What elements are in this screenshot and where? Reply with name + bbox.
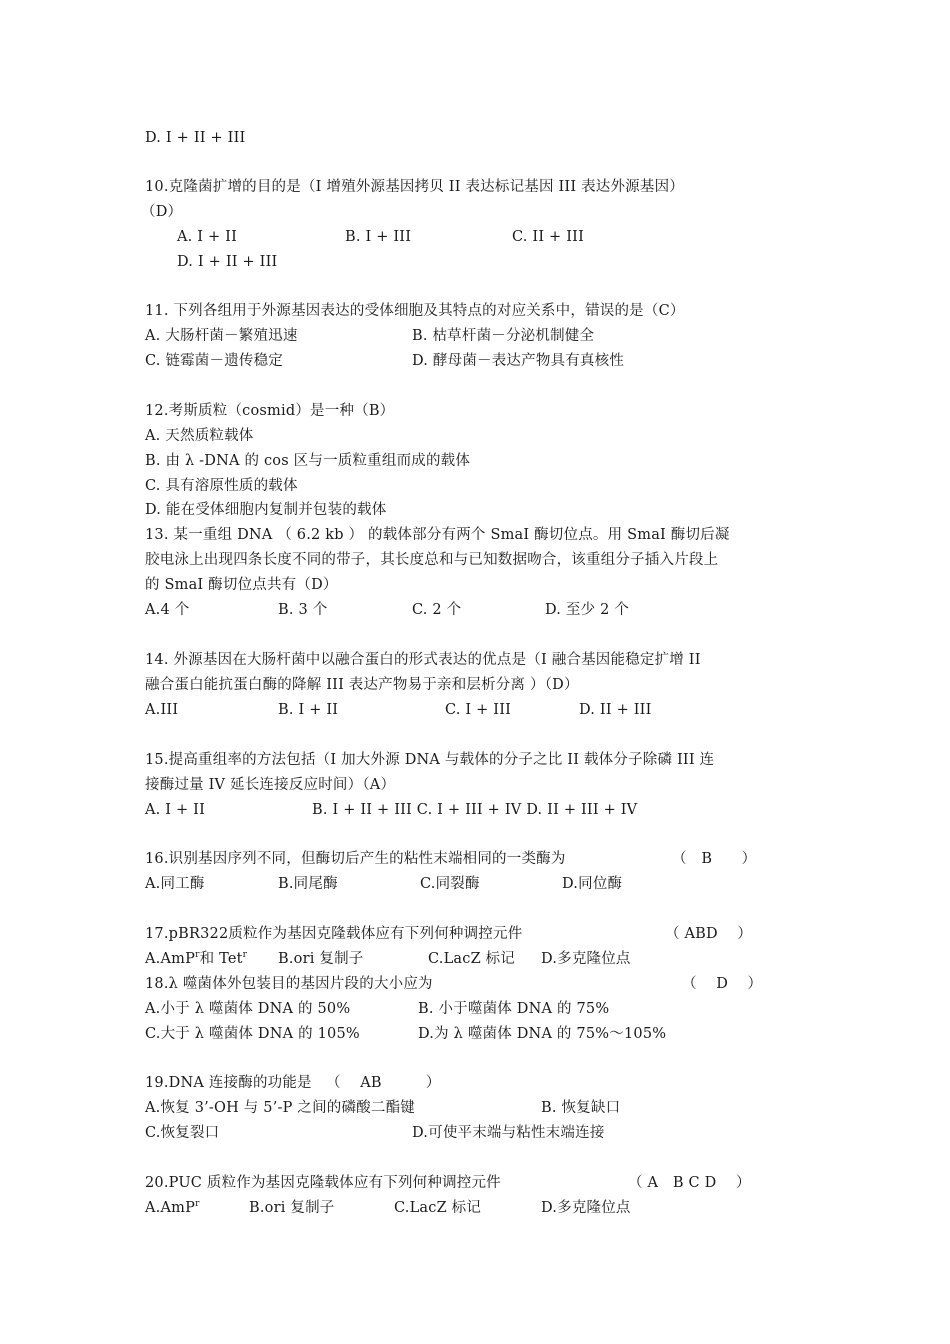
q14-option-a: A.III	[145, 702, 179, 718]
q17-stem: 17.pBR322质粒作为基因克隆载体应有下列何种调控元件	[145, 926, 523, 942]
q20-option-d: D.多克隆位点	[541, 1200, 631, 1216]
q13-option-a: A.4 个	[145, 602, 190, 618]
q13-option-c: C. 2 个	[412, 602, 462, 618]
q18-option-c: C.大于 λ 噬菌体 DNA 的 105%	[145, 1026, 360, 1042]
q20-answer: （ A B C D ）	[628, 1175, 751, 1191]
q12-option-a: A. 天然质粒载体	[145, 428, 254, 444]
q12-option-b: B. 由 λ -DNA 的 cos 区与一质粒重组而成的载体	[145, 453, 471, 469]
q11-option-c: C. 链霉菌－遗传稳定	[145, 353, 283, 369]
q17-superscript-1: r	[195, 950, 200, 960]
q20-option-b: B.ori 复制子	[249, 1200, 335, 1216]
q19-option-b: B. 恢复缺口	[541, 1100, 621, 1116]
q16-option-c: C.同裂酶	[420, 876, 480, 892]
q17-option-c: C.LacZ 标记	[428, 951, 516, 967]
q15-options-bcd: B. I + II + III C. I + III + IV D. II + III + IV	[312, 802, 638, 818]
q20-option-a	[145, 1199, 200, 1217]
q17-option-a-middle: 和 Tet	[199, 951, 243, 967]
q19-option-c: C.恢复裂口	[145, 1125, 220, 1141]
q10-answer: （D）	[141, 204, 183, 220]
q15-stem-line1: 15.提高重组率的方法包括（I 加大外源 DNA 与载体的分子之比 II 载体分子除磷 III 连	[145, 752, 715, 768]
q16-option-d: D.同位酶	[562, 876, 623, 892]
q10-option-a: A. I + II	[177, 229, 238, 245]
q11-option-a: A. 大肠杆菌－繁殖迅速	[145, 328, 298, 344]
q18-option-d: D.为 λ 噬菌体 DNA 的 75%～105%	[418, 1026, 667, 1042]
q17-option-a-prefix: A.AmP	[145, 951, 196, 967]
q20-option-a-prefix: A.AmP	[145, 1200, 196, 1216]
q13-option-b: B. 3 个	[278, 602, 328, 618]
q13-option-d: D. 至少 2 个	[545, 602, 630, 618]
q14-option-c: C. I + III	[445, 702, 512, 718]
q14-stem-line1: 14. 外源基因在大肠杆菌中以融合蛋白的形式表达的优点是（I 融合基因能稳定扩增 II	[145, 652, 701, 668]
q16-option-b: B.同尾酶	[278, 876, 338, 892]
q13-stem-line3: 的 SmaI 酶切位点共有（D）	[145, 577, 338, 593]
q17-option-a	[145, 950, 247, 968]
q12-option-d: D. 能在受体细胞内复制并包装的载体	[145, 502, 387, 518]
q12-stem: 12.考斯质粒（cosmid）是一种（B）	[145, 403, 395, 419]
q12-option-c: C. 具有溶原性质的载体	[145, 478, 298, 494]
q19-option-a: A.恢复 3’-OH 与 5’-P 之间的磷酸二酯键	[145, 1100, 415, 1116]
q11-option-b: B. 枯草杆菌－分泌机制健全	[412, 328, 595, 344]
q20-superscript: r	[195, 1199, 200, 1209]
q19-answer: （ AB ）	[326, 1075, 441, 1091]
q14-option-d: D. II + III	[579, 702, 652, 718]
q13-stem-line1: 13. 某一重组 DNA （ 6.2 kb ） 的载体部分有两个 SmaI 酶切位点。用 SmaI 酶切后凝	[145, 527, 730, 543]
q20-stem: 20.PUC 质粒作为基因克隆载体应有下列何种调控元件	[145, 1175, 501, 1191]
q10-option-d: D. I + II + III	[177, 254, 278, 270]
q18-option-b: B. 小于噬菌体 DNA 的 75%	[418, 1001, 610, 1017]
q14-stem-line2: 融合蛋白能抗蛋白酶的降解 III 表达产物易于亲和层析分离 ）（D）	[145, 677, 579, 693]
q9-option-d: D. I + II + III	[145, 130, 246, 146]
q10-option-c: C. II + III	[512, 229, 585, 245]
q16-option-a: A.同工酶	[145, 876, 205, 892]
q16-stem: 16.识别基因序列不同，但酶切后产生的粘性末端相同的一类酶为	[145, 851, 566, 867]
q20-option-c: C.LacZ 标记	[394, 1200, 482, 1216]
q18-option-a: A.小于 λ 噬菌体 DNA 的 50%	[145, 1001, 351, 1017]
q17-option-b: B.ori 复制子	[278, 951, 364, 967]
q18-answer: （ D ）	[682, 976, 763, 992]
q15-option-a: A. I + II	[145, 802, 206, 818]
q17-superscript-2: r	[242, 950, 248, 960]
q19-option-d: D.可使平末端与粘性末端连接	[412, 1125, 605, 1141]
q15-stem-line2: 接酶过量 IV 延长连接反应时间）（A）	[145, 777, 396, 793]
q16-answer: （ B ）	[672, 851, 757, 867]
q19-stem: 19.DNA 连接酶的功能是	[145, 1075, 312, 1091]
q18-stem: 18.λ 噬菌体外包装目的基因片段的大小应为	[145, 976, 433, 992]
q10-stem: 10.克隆菌扩增的目的是（I 增殖外源基因拷贝 II 表达标记基因 III 表达外源基因）	[145, 179, 684, 195]
q10-option-b: B. I + III	[345, 229, 412, 245]
q14-option-b: B. I + II	[278, 702, 339, 718]
q17-option-d: D.多克隆位点	[541, 951, 631, 967]
q11-stem: 11. 下列各组用于外源基因表达的受体细胞及其特点的对应关系中，错误的是（C）	[145, 303, 685, 319]
q13-stem-line2: 胶电泳上出现四条长度不同的带子，其长度总和与已知数据吻合，该重组分子插入片段上	[145, 552, 719, 568]
q17-answer: （ ABD ）	[665, 926, 753, 942]
q11-option-d: D. 酵母菌－表达产物具有真核性	[412, 353, 625, 369]
